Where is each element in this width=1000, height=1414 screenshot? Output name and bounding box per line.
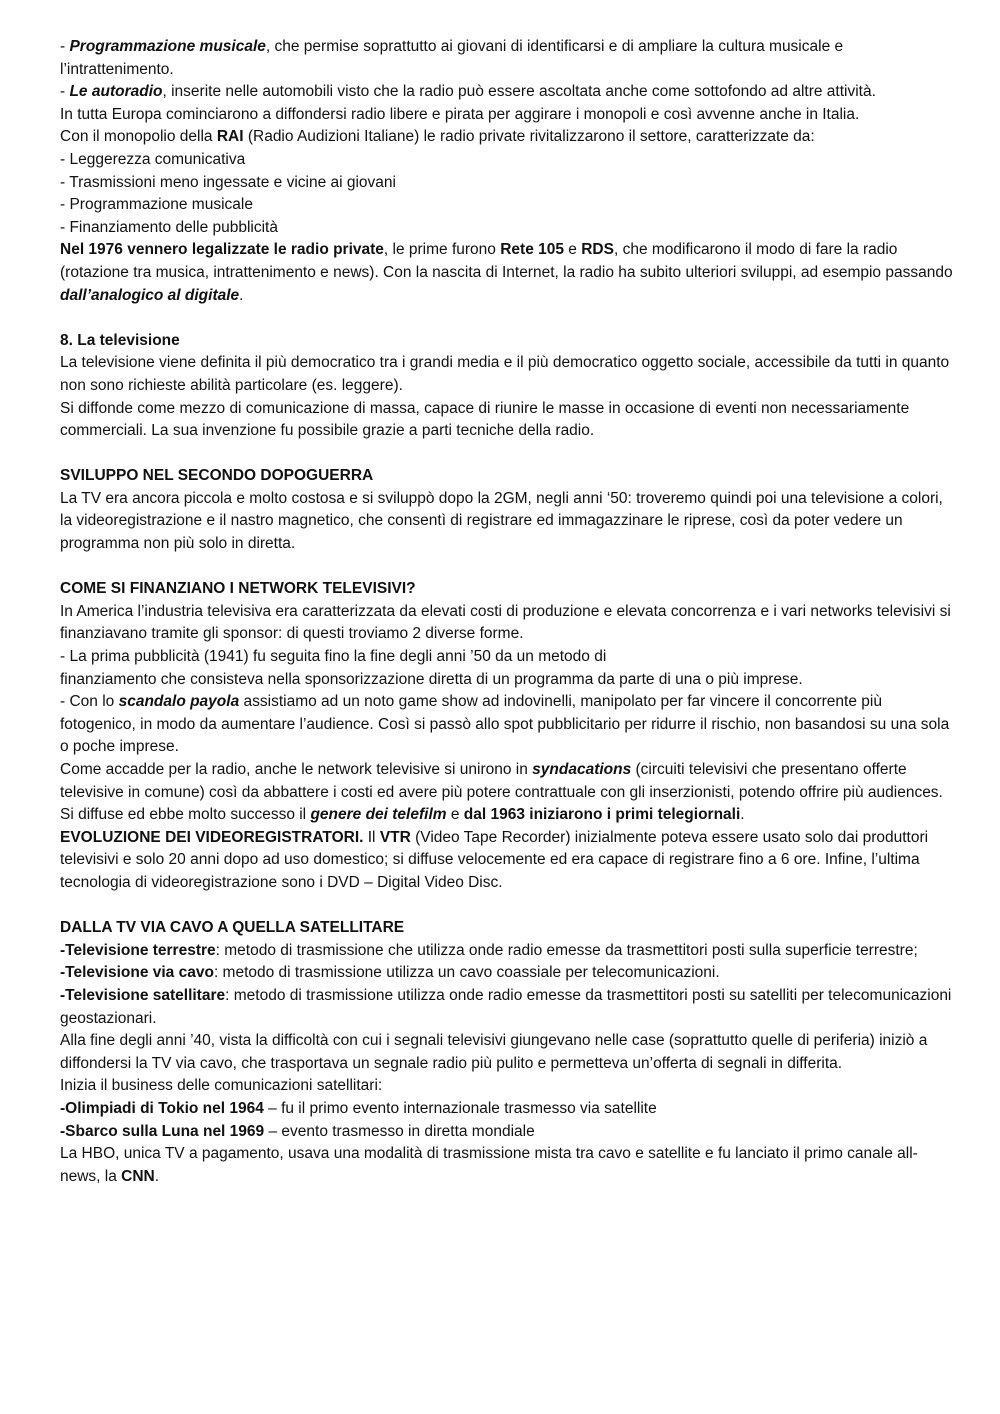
document-page (60, 36, 955, 1188)
list-item: - Finanziamento delle pubblicità (60, 218, 278, 236)
paragraph-televisione-diffusione: Si diffonde come mezzo di comunicazione di massa, capace di riunire le masse in occasione di eventi non necessariamente commerciali. La sua invenzione fu possibile grazie a parti tecniche della radio. (60, 399, 910, 440)
spacer (60, 443, 955, 466)
paragraph-radio-libere: In tutta Europa cominciarono a diffondersi radio libere e pirata per aggirare i monopoli e così avvenne anche in Italia. (60, 105, 860, 123)
section-heading-satellitare: DALLA TV VIA CAVO A QUELLA SATELLITARE (60, 919, 405, 937)
paragraph-1976-radio-private: Nel 1976 vennero legalizzate le radio private, le prime furono Rete 105 e RDS, che modificarono il modo di fare la radio (rotazione tra musica, intrattenimento e news). Con la nascita di Internet, la radio ha subito ulteriori sviluppi, ad esempio passando dall’analogico al digitale. (60, 241, 953, 304)
spacer (60, 307, 955, 330)
paragraph-televisione-satellitare: -Televisione satellitare: metodo di trasmissione utilizza onde radio emesse da trasmettitori posti su satelliti per telecomunicazioni geostazionari. (60, 986, 952, 1027)
paragraph-business-satellitare: Inizia il business delle comunicazioni satellitari: (60, 1077, 383, 1095)
paragraph-industria-televisiva: In America l’industria televisiva era caratterizzata da elevati costi di produzione e elevata concorrenza e i vari networks televisivi si finanziavano tramite gli sponsor: di questi troviamo 2 diverse forme. (60, 602, 951, 643)
section-heading-sviluppo: SVILUPPO NEL SECONDO DOPOGUERRA (60, 467, 374, 485)
list-item: - Leggerezza comunicativa (60, 150, 246, 168)
paragraph-sviluppo: La TV era ancora piccola e molto costosa e si sviluppò dopo la 2GM, negli anni ‘50: troveremo quindi poi una televisione a colori, la videoregistrazione e il nastro magnetico, che consentì di registrare ed immagazzinare le riprese, così da poter vedere un programma non più solo in diretta. (60, 489, 943, 553)
paragraph-sponsorizzazione: finanziamento che consisteva nella sponsorizzazione diretta di un programma da parte di una o più imprese. (60, 670, 803, 688)
section-heading-televisione: 8. La televisione (60, 331, 180, 349)
paragraph-televisione-definizione: La televisione viene definita il più democratico tra i grandi media e il più democratico oggetto sociale, accessibile da tutti in quanto non sono richieste abilità particolare (es. leggere). (60, 354, 950, 394)
paragraph-olimpiadi-tokio: -Olimpiadi di Tokio nel 1964 – fu il primo evento internazionale trasmesso via satellite (60, 1099, 657, 1117)
list-item: - Trasmissioni meno ingessate e vicine ai giovani (60, 173, 396, 191)
paragraph-syndacations: Come accadde per la radio, anche le network televisive si unirono in syndacations (circuiti televisivi che presentano offerte televisive in comune) così da abbattere i costi ed avere più potere contrattuale con gli inserzionisti, potendo offrire più audiences. (60, 761, 943, 801)
spacer (60, 895, 955, 918)
list-item: - Programmazione musicale (60, 196, 253, 214)
paragraph-televisione-via-cavo: -Televisione via cavo: metodo di trasmissione utilizza un cavo coassiale per telecomunicazioni. (60, 964, 720, 982)
paragraph-videoregistratori: EVOLUZIONE DEI VIDEOREGISTRATORI. Il VTR (Video Tape Recorder) inizialmente poteva essere usato solo dai produttori televisivi e solo 20 anni dopo ad uso domestico; si diffuse velocemente ed era capace di registrare fino a 6 ore. Infine, l’ultima tecnologia di videoregistrazione sono i DVD – Digital Video Disc. (60, 828, 929, 891)
paragraph-autoradio: - Le autoradio, inserite nelle automobili visto che la radio può essere ascoltata anche come sottofondo ad altre attività. (60, 83, 876, 101)
paragraph-tv-via-cavo: Alla fine degli anni ’40, vista la difficoltà con cui i segnali televisivi giungevano nelle case (soprattutto quelle di periferia) iniziò a diffondersi la TV via cavo, che trasportava un segnale radio più pulito e permetteva un’offerta di segnali in differita. (60, 1032, 928, 1072)
paragraph-programmazione-musicale: - Programmazione musicale, che permise soprattutto ai giovani di identificarsi e di ampliare la cultura musicale e l’intrattenimento. (60, 38, 844, 78)
paragraph-telefilm: Si diffuse ed ebbe molto successo il genere dei telefilm e dal 1963 iniziarono i primi telegiornali. (60, 806, 745, 824)
paragraph-televisione-terrestre: -Televisione terrestre: metodo di trasmissione che utilizza onde radio emesse da trasmettitori posti sulla superficie terrestre; (60, 941, 918, 959)
paragraph-sbarco-luna: -Sbarco sulla Luna nel 1969 – evento trasmesso in diretta mondiale (60, 1122, 535, 1140)
paragraph-monopolio-rai: Con il monopolio della RAI (Radio Audizioni Italiane) le radio private rivitalizzarono il settore, caratterizzate da: (60, 128, 815, 146)
paragraph-prima-pubblicita: - La prima pubblicità (1941) fu seguita fino la fine degli anni ’50 da un metodo di (60, 648, 607, 666)
spacer (60, 556, 955, 579)
section-heading-finanziamento: COME SI FINANZIANO I NETWORK TELEVISIVI? (60, 580, 416, 598)
paragraph-hbo-cnn: La HBO, unica TV a pagamento, usava una modalità di trasmissione mista tra cavo e satellite e fu lanciato il primo canale all-news, la CNN. (60, 1145, 918, 1185)
paragraph-scandalo-payola: - Con lo scandalo payola assistiamo ad un noto game show ad indovinelli, manipolato per far vincere il concorrente più fotogenico, in modo da aumentare l’audience. Così si passò allo spot pubblicitario per ridurre il rischio, non basandosi su una sola o poche imprese. (60, 693, 950, 756)
